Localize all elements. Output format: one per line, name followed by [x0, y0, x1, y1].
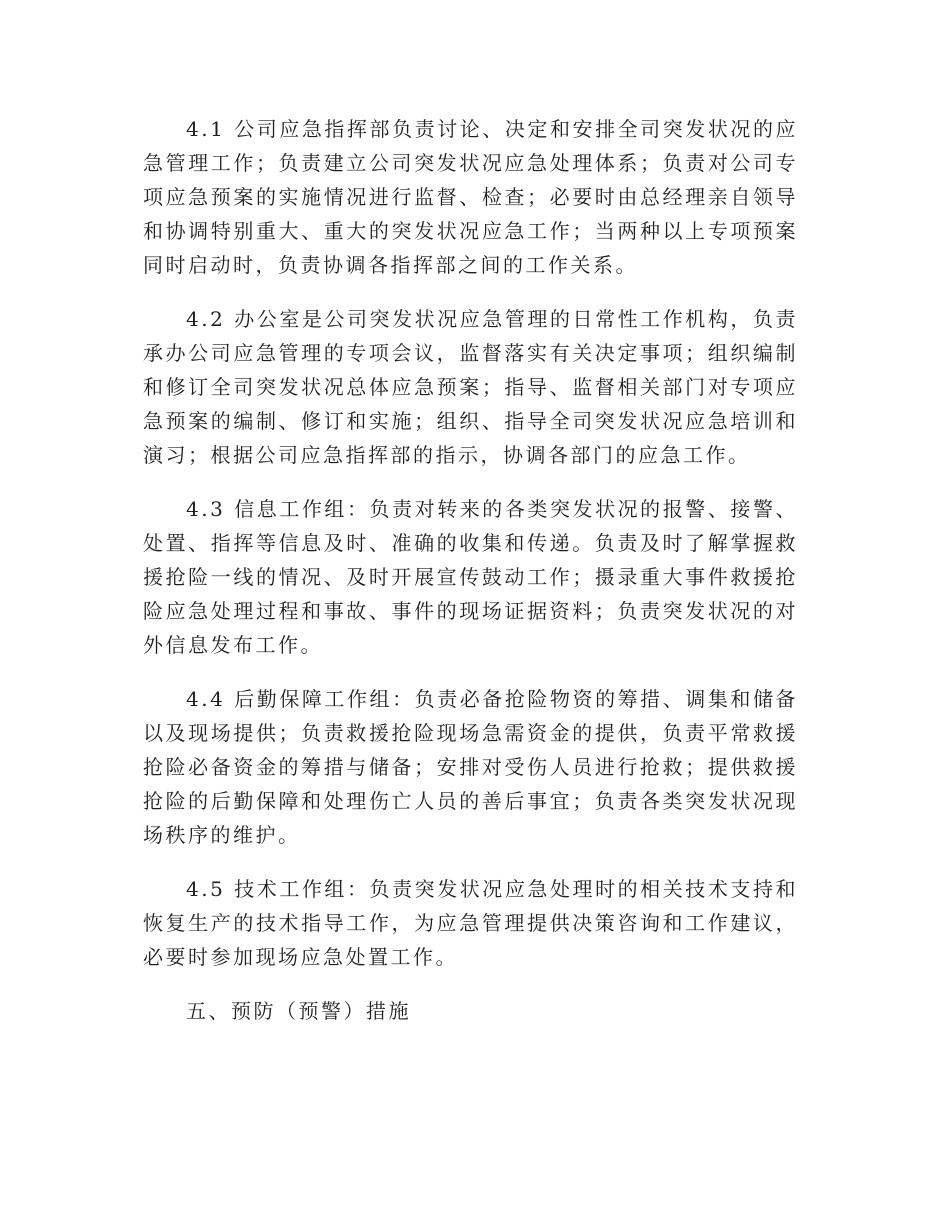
section-heading: 五、预防（预警）措施	[186, 999, 411, 1023]
paragraph-4-1: 4.1 公司应急指挥部负责讨论、决定和安排全司突发状况的应急管理工作；负责建立公司突发状况应急处理体系；负责对公司专项应急预案的实施情况进行监督、检查；必要时由总经理亲自领导和协调特别重大、重大的突发状况应急工作；当两种以上专项预案同时启动时，负责协调各指挥部之间的工作关系。	[143, 117, 798, 277]
paragraph-4-2: 4.2 办公室是公司突发状况应急管理的日常性工作机构，负责承办公司应急管理的专项会议，监督落实有关决定事项；组织编制和修订全司突发状况总体应急预案；指导、监督相关部门对专项应急预案的编制、修订和实施；组织、指导全司突发状况应急培训和演习；根据公司应急指挥部的指示，协调各部门的应急工作。	[143, 307, 798, 467]
paragraph-4-3: 4.3 信息工作组：负责对转来的各类突发状况的报警、接警、处置、指挥等信息及时、准确的收集和传递。负责及时了解掌握救援抢险一线的情况、及时开展宣传鼓动工作；摄录重大事件救援抢险应急处理过程和事故、事件的现场证据资料；负责突发状况的对外信息发布工作。	[143, 497, 798, 657]
paragraph-4-4: 4.4 后勤保障工作组：负责必备抢险物资的筹措、调集和储备以及现场提供；负责救援抢险现场急需资金的提供，负责平常救援抢险必备资金的筹措与储备；安排对受伤人员进行抢救；提供救援抢险的后勤保障和处理伤亡人员的善后事宜；负责各类突发状况现场秩序的维护。	[143, 687, 798, 847]
paragraph-4-5: 4.5 技术工作组：负责突发状况应急处理时的相关技术支持和恢复生产的技术指导工作，为应急管理提供决策咨询和工作建议，必要时参加现场应急处置工作。	[143, 877, 798, 969]
document-body	[143, 112, 798, 1048]
